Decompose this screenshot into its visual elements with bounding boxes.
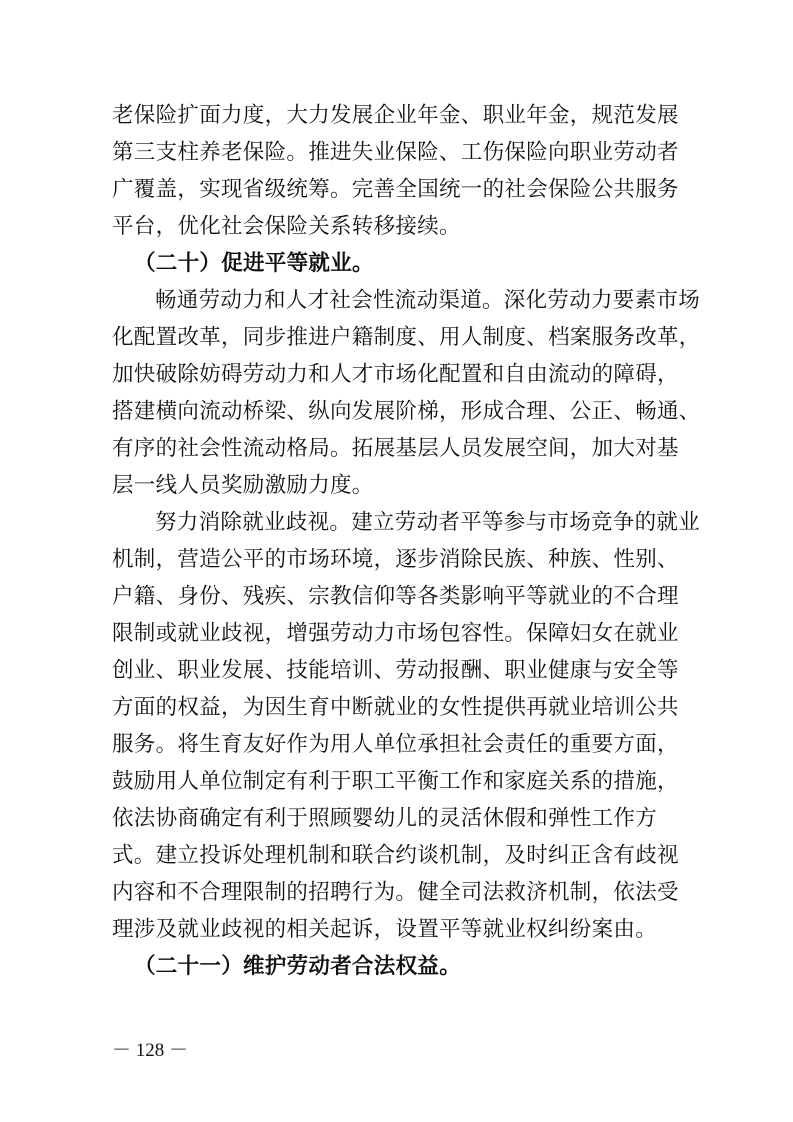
section-heading: （二十一）维护劳动者合法权益。 bbox=[134, 954, 462, 979]
text-line: 式。建立投诉处理机制和联合约谈机制，及时纠正含有歧视 bbox=[112, 843, 679, 868]
paragraph-first-line: 畅通劳动力和人才社会性流动渠道。深化劳动力要素市场 bbox=[155, 288, 701, 313]
text-line: 理涉及就业歧视的相关起诉，设置平等就业权纠纷案由。 bbox=[112, 917, 658, 942]
text-line: 机制，营造公平的市场环境，逐步消除民族、种族、性别、 bbox=[112, 547, 679, 572]
text-line: 加快破除妨碍劳动力和人才市场化配置和自由流动的障碍， bbox=[112, 362, 679, 387]
text-line: 方面的权益，为因生育中断就业的女性提供再就业培训公共 bbox=[112, 695, 679, 720]
text-line: 内容和不合理限制的招聘行为。健全司法救济机制，依法受 bbox=[112, 880, 679, 905]
text-line: 有序的社会性流动格局。拓展基层人员发展空间，加大对基 bbox=[112, 436, 679, 461]
text-line: 创业、职业发展、技能培训、劳动报酬、职业健康与安全等 bbox=[112, 658, 679, 683]
text-line: 鼓励用人单位制定有利于职工平衡工作和家庭关系的措施， bbox=[112, 769, 679, 794]
text-line: 依法协商确定有利于照顾婴幼儿的灵活休假和弹性工作方 bbox=[112, 806, 658, 831]
page-number: － 128 － bbox=[112, 1040, 189, 1061]
text-line: 搭建横向流动桥梁、纵向发展阶梯，形成合理、公正、畅通、 bbox=[112, 399, 701, 424]
text-line: 平台，优化社会保险关系转移接续。 bbox=[112, 214, 461, 239]
text-line: 限制或就业歧视，增强劳动力市场包容性。保障妇女在就业 bbox=[112, 621, 679, 646]
text-line: 层一线人员奖励激励力度。 bbox=[112, 473, 374, 498]
text-line: 户籍、身份、残疾、宗教信仰等各类影响平等就业的不合理 bbox=[112, 584, 679, 609]
section-heading: （二十）促进平等就业。 bbox=[134, 251, 374, 276]
text-line: 化配置改革，同步推进户籍制度、用人制度、档案服务改革， bbox=[112, 325, 701, 350]
text-line: 第三支柱养老保险。推进失业保险、工伤保险向职业劳动者 bbox=[112, 140, 679, 165]
text-line: 广覆盖，实现省级统筹。完善全国统一的社会保险公共服务 bbox=[112, 177, 679, 202]
text-line: 服务。将生育友好作为用人单位承担社会责任的重要方面， bbox=[112, 732, 679, 757]
paragraph-first-line: 努力消除就业歧视。建立劳动者平等参与市场竞争的就业 bbox=[155, 510, 701, 535]
text-line: 老保险扩面力度，大力发展企业年金、职业年金，规范发展 bbox=[112, 103, 679, 128]
